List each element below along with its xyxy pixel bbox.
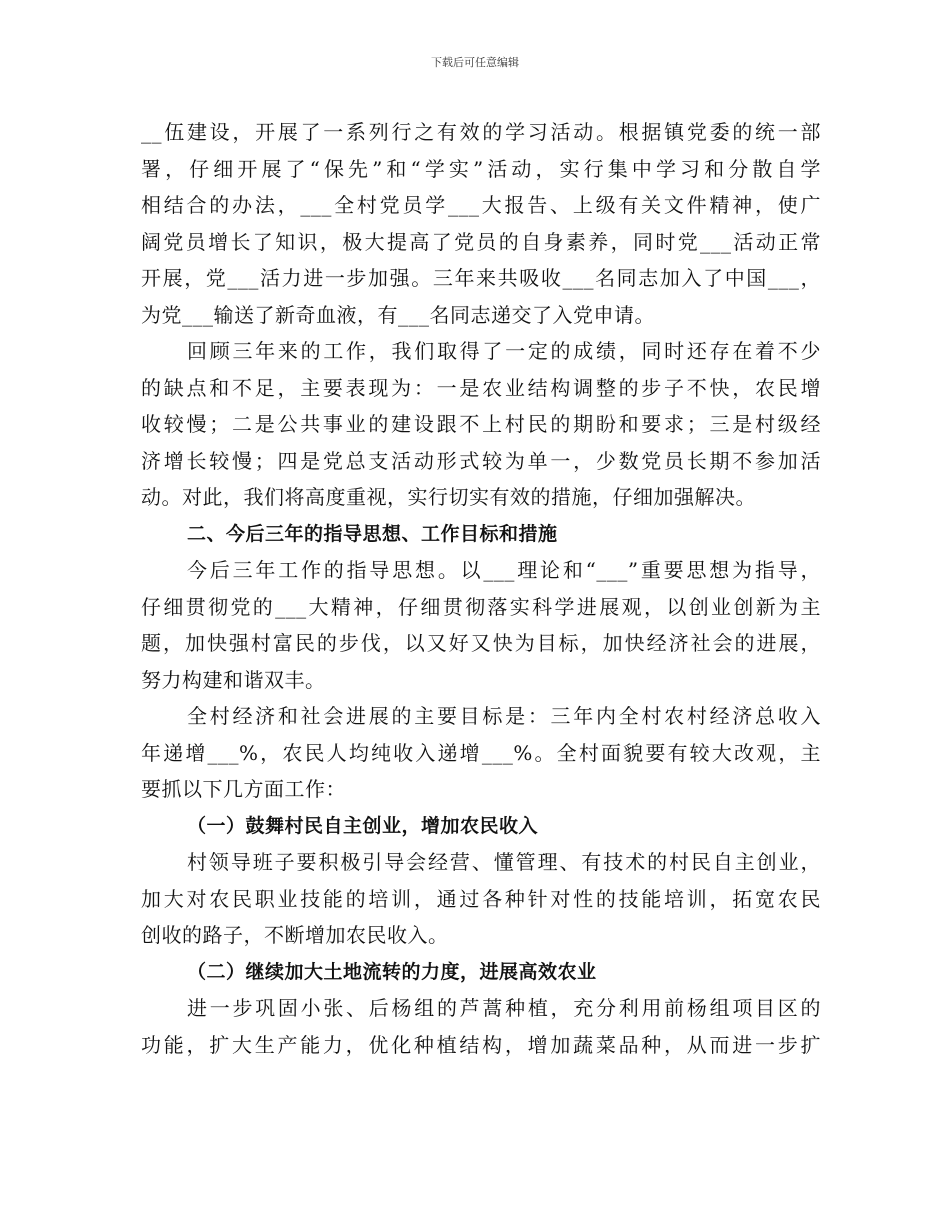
text-line: 要抓以下几方面工作： [141, 777, 346, 801]
subsection-heading: （二）继续加大土地流转的力度，进展高效农业 [187, 960, 597, 983]
text-line: 济增长较慢；四是党总支活动形式较为单一，少数党员长期不参加活 [141, 448, 821, 473]
text-line: 署，仔细开展了“保先”和“学实”活动，实行集中学习和分散自学 [141, 156, 821, 181]
text-line: 题，加快强村富民的步伐，以又好又快为目标，加快经济社会的进展， [141, 631, 821, 655]
document-body [141, 114, 821, 1063]
text-line: 今后三年工作的指导思想。以___理论和“___”重要思想为指导， [187, 558, 821, 582]
text-line: 进一步巩固小张、后杨组的芦蒿种植，充分利用前杨组项目区的 [187, 996, 821, 1020]
text-line: 的缺点和不足，主要表现为：一是农业结构调整的步子不快，农民增 [141, 375, 821, 400]
text-line: 努力构建和谐双丰。 [141, 667, 326, 692]
text-line: 回顾三年来的工作，我们取得了一定的成绩，同时还存在着不少 [187, 339, 821, 363]
text-line: 全村经济和社会进展的主要目标是：三年内全村农村经济总收入 [187, 704, 821, 728]
text-line: 阔党员增长了知识，极大提高了党员的自身素养，同时党___活动正常 [141, 229, 821, 254]
text-line: 为党___输送了新奇血液，有___名同志递交了入党申请。 [141, 302, 655, 327]
page-header: 下载后可任意编辑 [431, 56, 519, 69]
text-line: 开展，党___活力进一步加强。三年来共吸收___名同志加入了中国___， [141, 266, 821, 290]
text-line: 相结合的办法，___全村党员学___大报告、上级有关文件精神，使广 [141, 193, 821, 217]
subsection-heading: （一）鼓舞村民自主创业，增加农民收入 [187, 814, 539, 837]
text-line: __伍建设，开展了一系列行之有效的学习活动。根据镇党委的统一部 [141, 120, 821, 144]
text-line: 年递增___%，农民人均纯收入递增___%。全村面貌要有较大改观，主 [141, 740, 821, 765]
text-line: 仔细贯彻党的___大精神，仔细贯彻落实科学进展观，以创业创新为主 [141, 594, 821, 619]
text-line: 动。对此，我们将高度重视，实行切实有效的措施，仔细加强解决。 [141, 485, 756, 509]
section-heading: 二、今后三年的指导思想、工作目标和措施 [187, 522, 558, 545]
text-line: 创收的路子，不断增加农民收入。 [141, 923, 449, 947]
text-line: 村领导班子要积极引导会经营、懂管理、有技术的村民自主创业， [187, 850, 821, 874]
text-line: 加大对农民职业技能的培训，通过各种针对性的技能培训，拓宽农民 [141, 886, 821, 911]
text-line: 收较慢；二是公共事业的建设跟不上村民的期盼和要求；三是村级经 [141, 412, 821, 436]
text-line: 功能，扩大生产能力，优化种植结构，增加蔬菜品种，从而进一步扩 [141, 1032, 821, 1057]
